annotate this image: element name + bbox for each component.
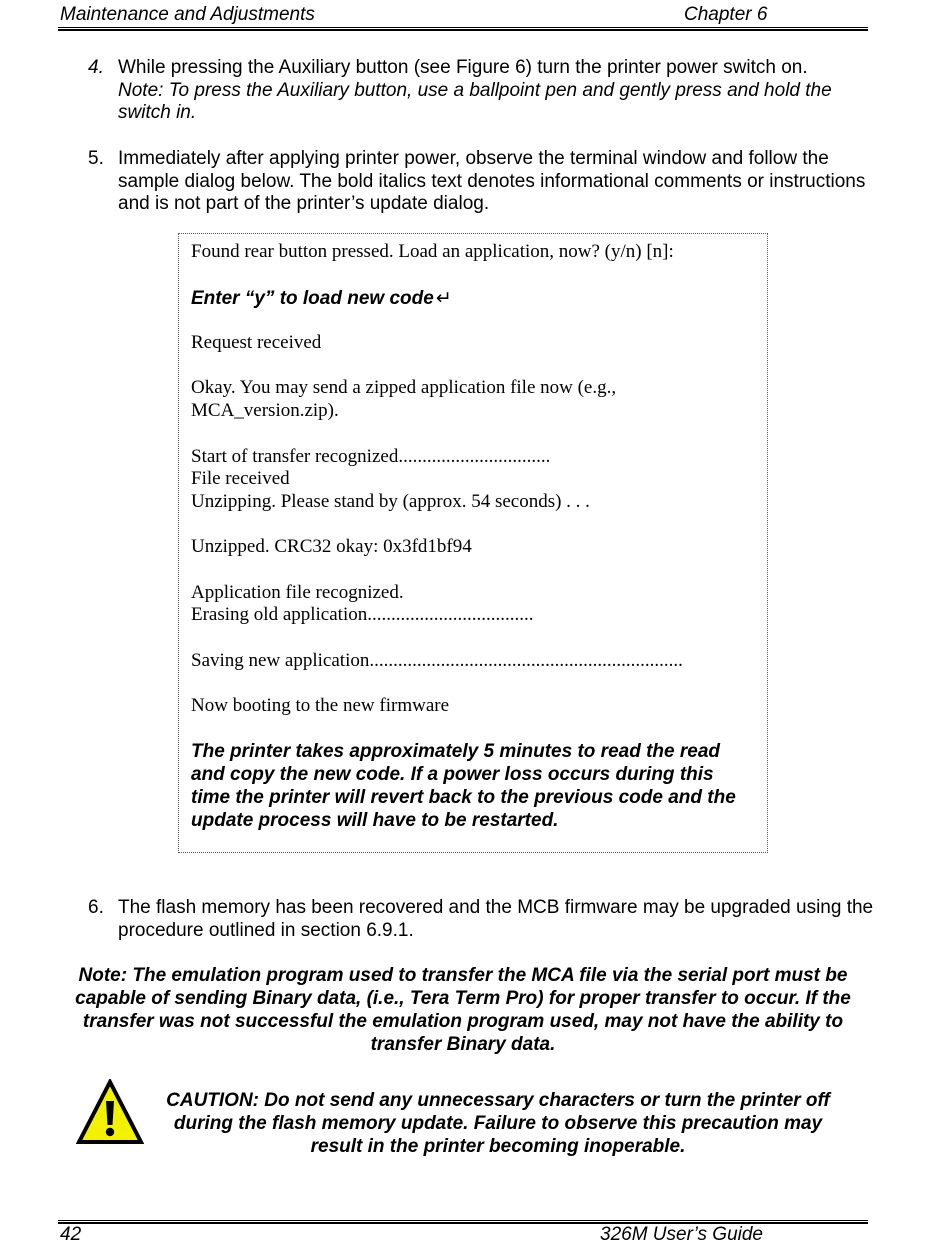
header-rule bbox=[58, 27, 868, 31]
dialog-line: Saving new application.................................................................. bbox=[191, 650, 683, 671]
dialog-comment-line: update process will have to be restarted. bbox=[191, 810, 559, 831]
step-text: Immediately after applying printer power, observe the terminal window and follow the sample dialog below. The bold italics text denotes informational comments or instructions and is not part of the printer’s update dialog. bbox=[118, 148, 866, 214]
exclamation-dot bbox=[106, 1128, 114, 1136]
dialog-line: Unzipped. CRC32 okay: 0x3fd1bf94 bbox=[191, 536, 472, 557]
header-chapter: Chapter 6 bbox=[684, 4, 768, 25]
step-5 bbox=[88, 148, 878, 216]
step-text: The flash memory has been recovered and the MCB firmware may be upgraded using the procedure outlined in section 6.9.1. bbox=[118, 897, 874, 941]
dialog-line: Unzipping. Please stand by (approx. 54 seconds) . . . bbox=[191, 491, 590, 512]
page-footer bbox=[60, 1224, 868, 1248]
step-note: Note: To press the Auxiliary button, use a ballpoint pen and gently press and hold the switch in. bbox=[118, 79, 832, 123]
dialog-instruction bbox=[191, 287, 452, 310]
dialog-line: Now booting to the new firmware bbox=[191, 695, 450, 716]
header-section-title: Maintenance and Adjustments bbox=[60, 4, 315, 25]
dialog-line: File received bbox=[191, 468, 290, 489]
dialog-comment-line: and copy the new code. If a power loss occurs during this bbox=[191, 764, 714, 785]
dialog-line: Start of transfer recognized................................ bbox=[191, 446, 551, 467]
dialog-line: Erasing old application................................... bbox=[191, 604, 534, 625]
dialog-line: MCA_version.zip). bbox=[191, 400, 339, 421]
footer-guide-title: 326M User’s Guide bbox=[600, 1224, 763, 1245]
dialog-comment-line: The printer takes approximately 5 minutes to read the read bbox=[191, 741, 720, 762]
caution-text: CAUTION: Do not send any unnecessary characters or turn the printer off during the flash memory update. Failure to observe this precaution may result in the printer becoming inoperable. bbox=[166, 1090, 830, 1157]
page-header bbox=[60, 4, 868, 28]
sample-dialog-box bbox=[178, 233, 768, 853]
dialog-line: Request received bbox=[191, 332, 322, 353]
dialog-line: Okay. You may send a zipped application file now (e.g., bbox=[191, 377, 617, 398]
enter-key-icon: ↵ bbox=[435, 288, 452, 309]
step-number: 5. bbox=[88, 148, 104, 169]
step-6 bbox=[88, 897, 878, 942]
step-number: 6. bbox=[88, 897, 104, 918]
step-text: While pressing the Auxiliary button (see Figure 6) turn the printer power switch on. bbox=[118, 57, 808, 78]
dialog-line: Application file recognized. bbox=[191, 582, 404, 603]
transfer-note: Note: The emulation program used to transfer the MCA file via the serial port must be capable of sending Binary data, (i.e., Tera Term Pro) for proper transfer to occur. If the transfer was not successful the emulation program used, may not have the ability to transfer Binary data. bbox=[75, 965, 851, 1055]
step-number: 4. bbox=[88, 57, 104, 78]
warning-triangle-icon bbox=[76, 1079, 144, 1145]
dialog-line: Found rear button pressed. Load an application, now? (y/n) [n]: bbox=[191, 241, 674, 262]
instruction-text: Enter “y” to load new code bbox=[191, 288, 434, 309]
page-number: 42 bbox=[60, 1224, 82, 1245]
dialog-comment-line: time the printer will revert back to the previous code and the bbox=[191, 787, 736, 808]
step-4 bbox=[88, 57, 878, 125]
